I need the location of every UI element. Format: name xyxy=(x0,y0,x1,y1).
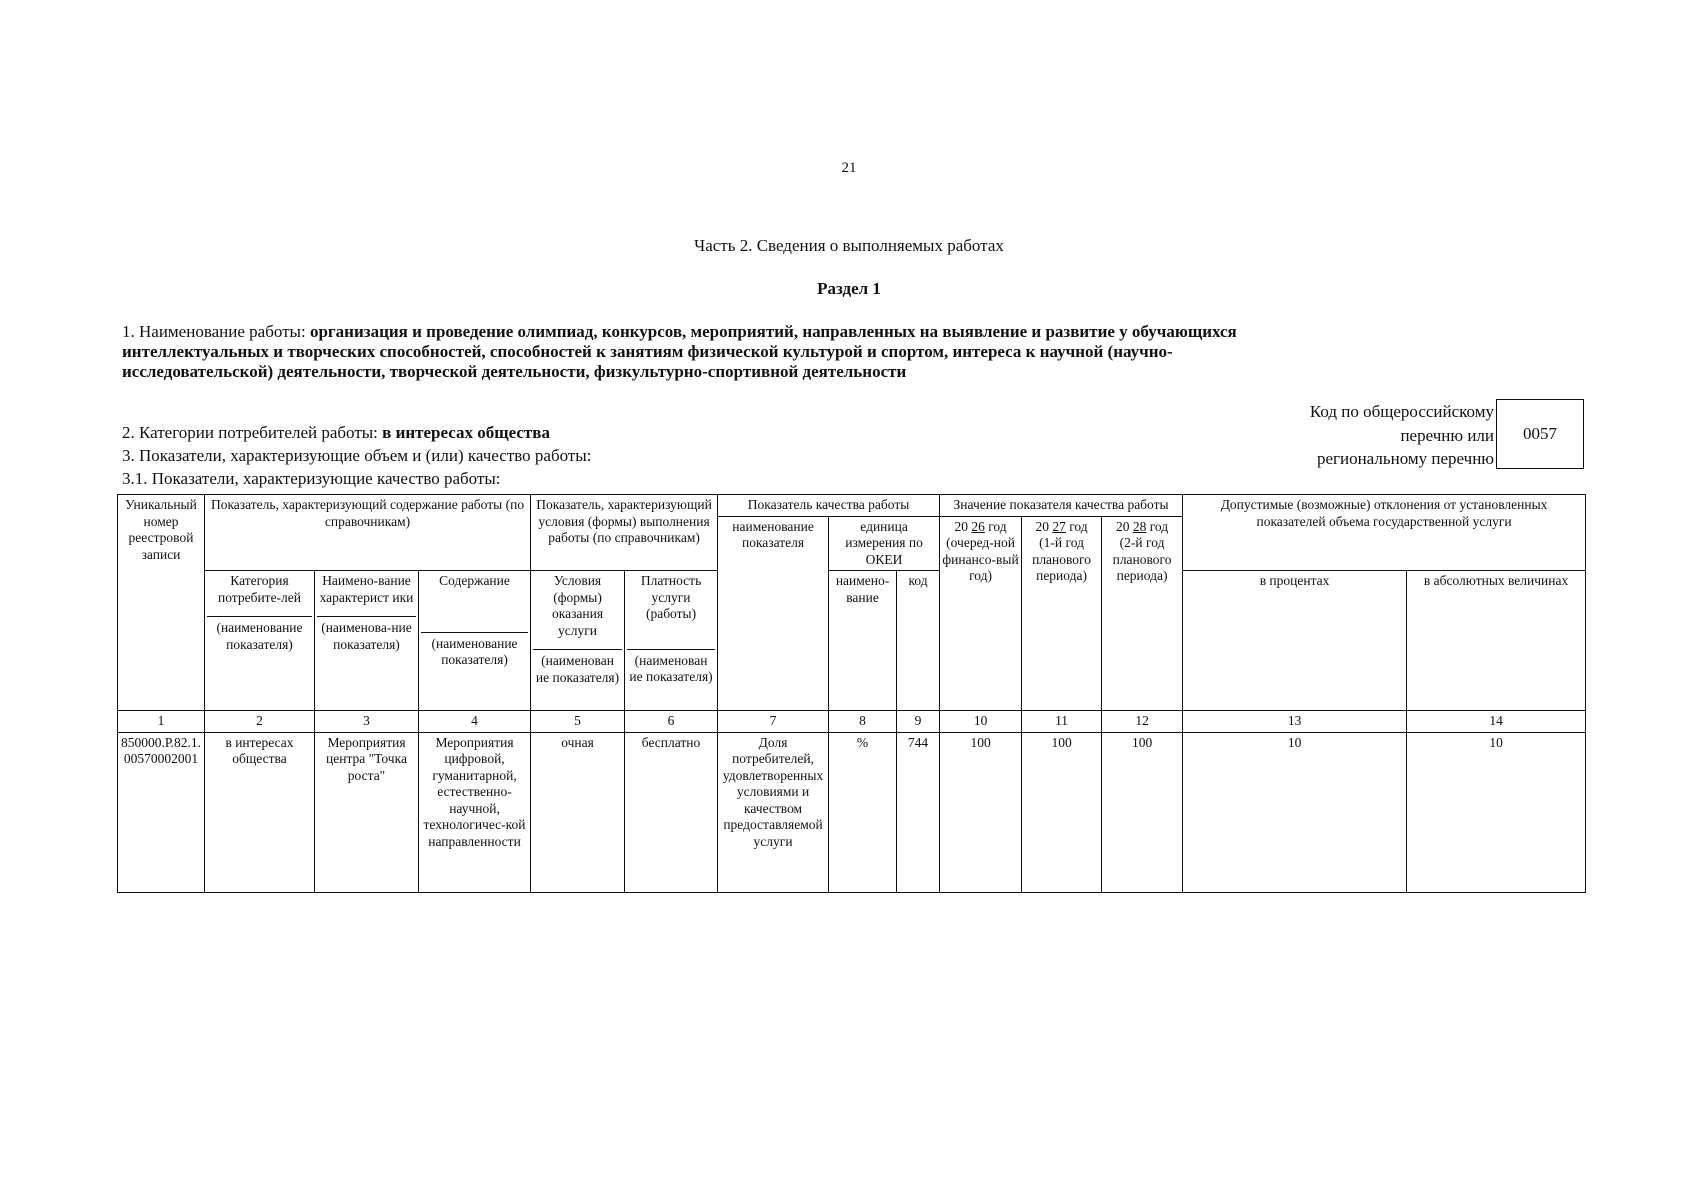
header-unit: единица измерения по ОКЕИ xyxy=(829,516,940,571)
cell-value-2028: 100 xyxy=(1102,732,1183,892)
column-number: 6 xyxy=(625,711,718,733)
cell-unit-code: 744 xyxy=(897,732,940,892)
code-label-line2: перечню или xyxy=(1400,425,1494,445)
year-2027-note: (1-й год планового периода) xyxy=(1032,535,1092,583)
header-content: Показатель, характеризующий содержание работы (по справочникам) xyxy=(205,495,531,571)
header-indicator-name: наименование показателя xyxy=(718,516,829,711)
cell-content: Мероприятия цифровой, гуманитарной, естественно-научной, технологичес-кой направленности xyxy=(419,732,531,892)
section-title: Раздел 1 xyxy=(817,279,881,298)
table-row xyxy=(118,732,1586,892)
consumer-category xyxy=(122,423,550,443)
part-title: Часть 2. Сведения о выполняемых работах xyxy=(694,236,1004,255)
header-paid: Платность услуги (работы) (наименован ие показателя) xyxy=(625,571,718,711)
code-label-line3: региональному перечню xyxy=(1316,449,1494,468)
cell-value-2027: 100 xyxy=(1022,732,1102,892)
column-number: 5 xyxy=(531,711,625,733)
indicators-line: 3. Показатели, характеризующие объем и (или) качество работы: xyxy=(122,446,592,465)
header-year-2026: 20 26 год (очеред-ной финансо-вый год) xyxy=(940,516,1022,711)
column-number: 8 xyxy=(829,711,897,733)
header-percent: в процентах xyxy=(1183,571,1407,711)
work-name-value: организация и проведение олимпиад, конкурсов, мероприятий, направленных на выявление и развитие у обучающихся интеллектуальных и творческих способностей, способностей к занятиям физической культурой и спортом, интереса к научной (научно-исследовательской) деятельности, творческой деятельности, физкультурно-спортивной деятельности xyxy=(122,322,1237,381)
cell-form: очная xyxy=(531,732,625,892)
consumer-category-label: 2. Категории потребителей работы: xyxy=(122,423,383,442)
cell-paid: бесплатно xyxy=(625,732,718,892)
column-number: 1 xyxy=(118,711,205,733)
cell-characteristic: Мероприятия центра "Точка роста" xyxy=(315,732,419,892)
header-content-col: Содержание (наименование показателя) xyxy=(419,571,531,711)
column-number: 2 xyxy=(205,711,315,733)
cell-category: в интересах общества xyxy=(205,732,315,892)
column-numbers-row xyxy=(118,711,1586,733)
header-conditions: Показатель, характеризующий условия (формы) выполнения работы (по справочникам) xyxy=(531,495,718,571)
work-name-label: 1. Наименование работы: xyxy=(122,322,310,341)
header-characteristic: Наимено-вание характерист ики (наименова-ние показателя) xyxy=(315,571,419,711)
work-name xyxy=(122,322,1242,382)
cell-unique-number: 850000.Р.82.1.00570002001 xyxy=(118,732,205,892)
cell-indicator: Доля потребителей, удовлетворенных условиями и качеством предоставляемой услуги xyxy=(718,732,829,892)
column-number: 9 xyxy=(897,711,940,733)
header-deviation: Допустимые (возможные) отклонения от установленных показателей объема государственной услуги xyxy=(1183,495,1586,571)
year-2026-note: (очеред-ной финансо-вый год) xyxy=(942,535,1019,583)
column-number: 7 xyxy=(718,711,829,733)
consumer-category-value: в интересах общества xyxy=(382,423,550,442)
cell-value-2026: 100 xyxy=(940,732,1022,892)
column-number: 14 xyxy=(1407,711,1586,733)
column-number: 4 xyxy=(419,711,531,733)
column-number: 11 xyxy=(1022,711,1102,733)
code-label xyxy=(1200,400,1494,471)
header-quality: Показатель качества работы xyxy=(718,495,940,517)
header-value: Значение показателя качества работы xyxy=(940,495,1183,517)
code-label-line1: Код по общероссийскому xyxy=(1309,402,1494,421)
header-unit-code: код xyxy=(897,571,940,711)
quality-table xyxy=(117,494,1586,893)
column-number: 3 xyxy=(315,711,419,733)
header-category: Категория потребите-лей (наименование показателя) xyxy=(205,571,315,711)
page-number: 21 xyxy=(841,160,857,176)
column-number: 13 xyxy=(1183,711,1407,733)
header-unit-name: наимено-вание xyxy=(829,571,897,711)
header-unique: Уникальный номер реестровой записи xyxy=(118,495,205,711)
column-number: 10 xyxy=(940,711,1022,733)
header-year-2027: 20 27 год (1-й год планового периода) xyxy=(1022,516,1102,711)
quality-line: 3.1. Показатели, характеризующие качество работы: xyxy=(122,469,501,488)
year-2028-note: (2-й год планового периода) xyxy=(1112,535,1172,583)
cell-deviation-percent: 10 xyxy=(1183,732,1407,892)
header-year-2028: 20 28 год (2-й год планового периода) xyxy=(1102,516,1183,711)
header-form: Условия (формы) оказания услуги (наименован ие показателя) xyxy=(531,571,625,711)
column-number: 12 xyxy=(1102,711,1183,733)
header-absolute: в абсолютных величинах xyxy=(1407,571,1586,711)
code-box: 0057 xyxy=(1496,399,1584,469)
cell-deviation-absolute: 10 xyxy=(1407,732,1586,892)
cell-unit-name: % xyxy=(829,732,897,892)
